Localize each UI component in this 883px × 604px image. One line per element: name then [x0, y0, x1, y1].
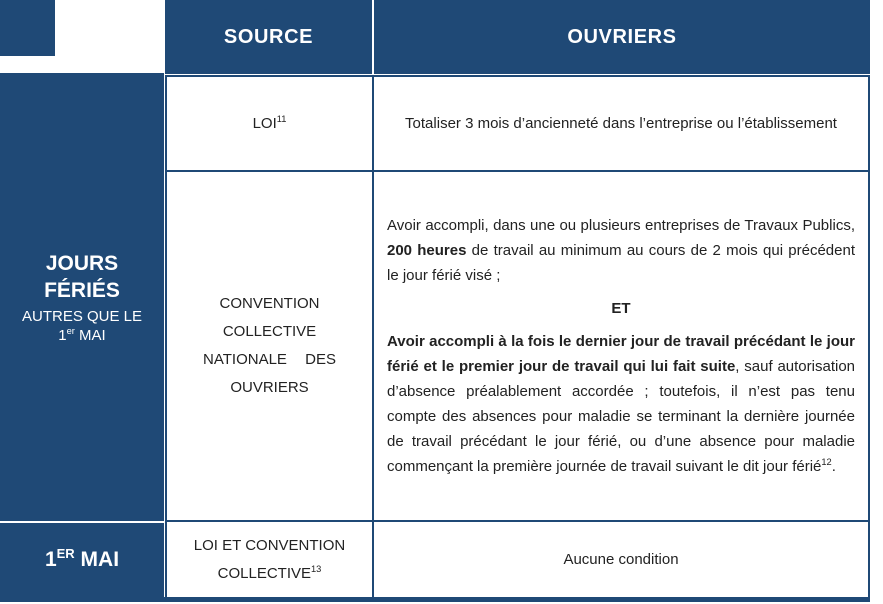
mai-source-line-2-text: COLLECTIVE [217, 564, 312, 582]
p3-post: , sauf autorisation d’absence préalablement accordée ; toutefois, il n’est pas tenu compte des absences pour maladie se terminant la dernière journée de travail précédant le jour férié, ou d’une absence pour maladie commençant la première journée de travail suivant le dit jour férié [387, 358, 856, 475]
p3-footnote: 12 [821, 457, 832, 467]
loi-text: LOI [252, 114, 277, 132]
p1-post: de travail au minimum au cours de 2 mois qui précédent le jour férié visé ; [387, 242, 855, 284]
convention-line-3: NATIONALE DES [203, 351, 336, 368]
condition-paragraph-2 [387, 329, 855, 479]
cell-1er-mai-ouvriers [372, 520, 870, 599]
p3-end: . [831, 458, 836, 475]
premier-mai-label [45, 548, 119, 572]
row-group-1er-mai [0, 523, 164, 597]
cell-convention-source [165, 170, 374, 522]
mai-rest: MAI [74, 548, 120, 571]
condition-paragraph-1 [387, 213, 855, 288]
et-divider: ET [611, 300, 631, 317]
jours-feries-line3 [58, 326, 105, 345]
convention-line-4: OUVRIERS [230, 379, 309, 396]
header-source-cell [165, 0, 372, 74]
p1-bold-200-heures: 200 heures [387, 242, 467, 259]
mai-condition-text: Aucune condition [563, 551, 679, 568]
mai-footnote: 13 [311, 563, 322, 574]
jf-rest: MAI [74, 326, 106, 344]
convention-line-1: CONVENTION [219, 295, 320, 312]
cell-1er-mai-source [165, 520, 374, 599]
cell-loi-ouvriers [372, 75, 870, 172]
p1-pre: Avoir accompli, dans une ou plusieurs entreprises de Travaux Publics, [387, 217, 855, 234]
convention-line-2: COLLECTIVE [222, 323, 317, 340]
loi-label [253, 110, 287, 138]
jours-feries-title: JOURS FÉRIÉS [44, 251, 120, 302]
cell-convention-ouvriers [372, 170, 870, 522]
mai-source-line-1: LOI ET CONVENTION [193, 536, 346, 554]
loi-footnote: 11 [276, 113, 287, 124]
header-ouvriers-label: OUVRIERS [567, 25, 677, 48]
jours-feries-subtitle: AUTRES QUE LE [21, 307, 143, 325]
table-bottom-border [0, 597, 870, 602]
mai-source-line-2 [218, 560, 322, 588]
jf-num: 1 [58, 326, 67, 344]
cell-loi-source [165, 75, 374, 172]
header-source-label: SOURCE [223, 25, 314, 48]
mai-num: 1 [44, 548, 57, 571]
p3-bold: Avoir accompli à la fois le dernier jour de travail précédant le jour férié et le premier jour de travail qui lui fait suite [387, 333, 855, 375]
header-ouvriers-cell [374, 0, 870, 74]
mai-sup: ER [56, 546, 75, 561]
loi-condition-text: Totaliser 3 mois d’ancienneté dans l’entreprise ou l’établissement [405, 115, 837, 132]
row-group-jours-feries [0, 73, 164, 521]
jf-sup: er [66, 325, 75, 336]
corner-block [0, 0, 55, 56]
